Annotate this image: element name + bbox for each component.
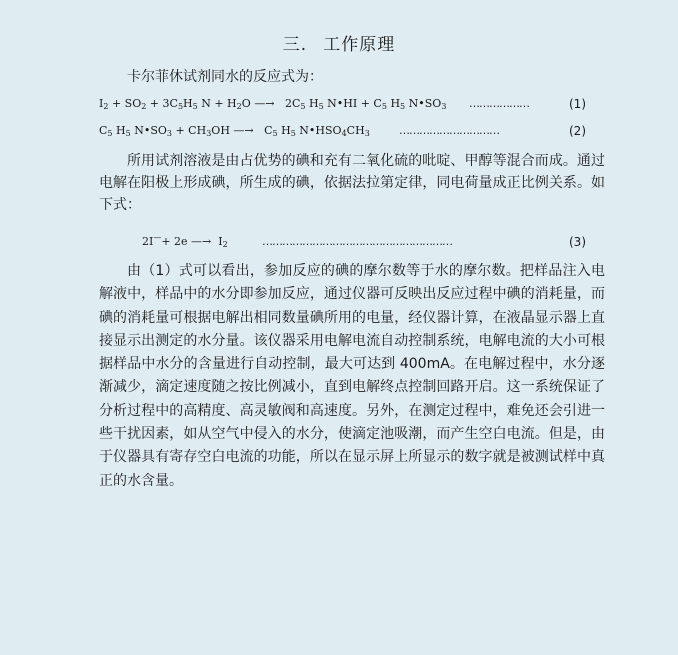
equation-2-formula: $C_5$ $H_5$ $N•SO_3 + CH_3OH$ —→ $C_5$ $H_5$ $N•HSO_4CH_3$: [99, 124, 370, 138]
section-title: 工作原理: [323, 35, 396, 55]
section-heading: [0, 30, 678, 55]
equation-1-leader: ………………: [469, 97, 529, 110]
equation-3: [142, 233, 602, 251]
intro-text: 卡尔菲休试剂同水的反应式为：: [127, 69, 323, 85]
equation-3-leader: …………………………………………………: [262, 235, 452, 248]
section-number: 三.: [282, 35, 308, 55]
equation-1: [99, 95, 599, 113]
equation-2: [99, 122, 599, 140]
equation-2-leader: …………………………: [399, 124, 499, 137]
equation-1-formula: $I_2 + SO_2 + 3C_5H_5$ $N + H_2O$ —→ $2C_5$ $H_5$ N•HI + $C_5$ $H_5$ $N•SO_3$: [99, 97, 447, 111]
equation-3-number: (3): [569, 235, 586, 249]
equation-1-number: (1): [569, 97, 586, 111]
paragraph-1: 所用试剂溶液是由占优势的碘和充有二氧化硫的吡啶、甲醇等混合而成。通过电解在阳极上形成碘，所生成的碘，依据法拉第定律，同电荷量成正比例关系。如下式：: [99, 153, 605, 213]
equation-3-formula: 2I—+ 2e —→ $I_2$: [142, 233, 228, 249]
paragraph-2: 由（1）式可以看出，参加反应的碘的摩尔数等于水的摩尔数。把样品注入电解液中，样品中的水分即参加反应，通过仪器可反映出反应过程中碘的消耗量，而碘的消耗量可根据电解出相同数量碘所用的电量，经仪器计算，在液晶显示器上直接显示出测定的水分量。该仪器采用电解电流自动控制系统，电解电流的大小可根据样品中水分的含量进行自动控制，最大可达到 400mA。在电解过程中，水分逐渐减少，滴定速度随之按比例减小，直到电解终点控制回路开启。这一系统保证了分析过程中的高精度、高灵敏阀和高速度。另外，在测定过程中，难免还会引进一些干扰因素，如从空气中侵入的水分，使滴定池吸潮，而产生空白电流。但是，由于仪器具有寄存空白电流的功能，所以在显示屏上所显示的数字就是被测试样中真正的水含量。: [99, 263, 605, 489]
equation-2-number: (2): [569, 124, 586, 138]
